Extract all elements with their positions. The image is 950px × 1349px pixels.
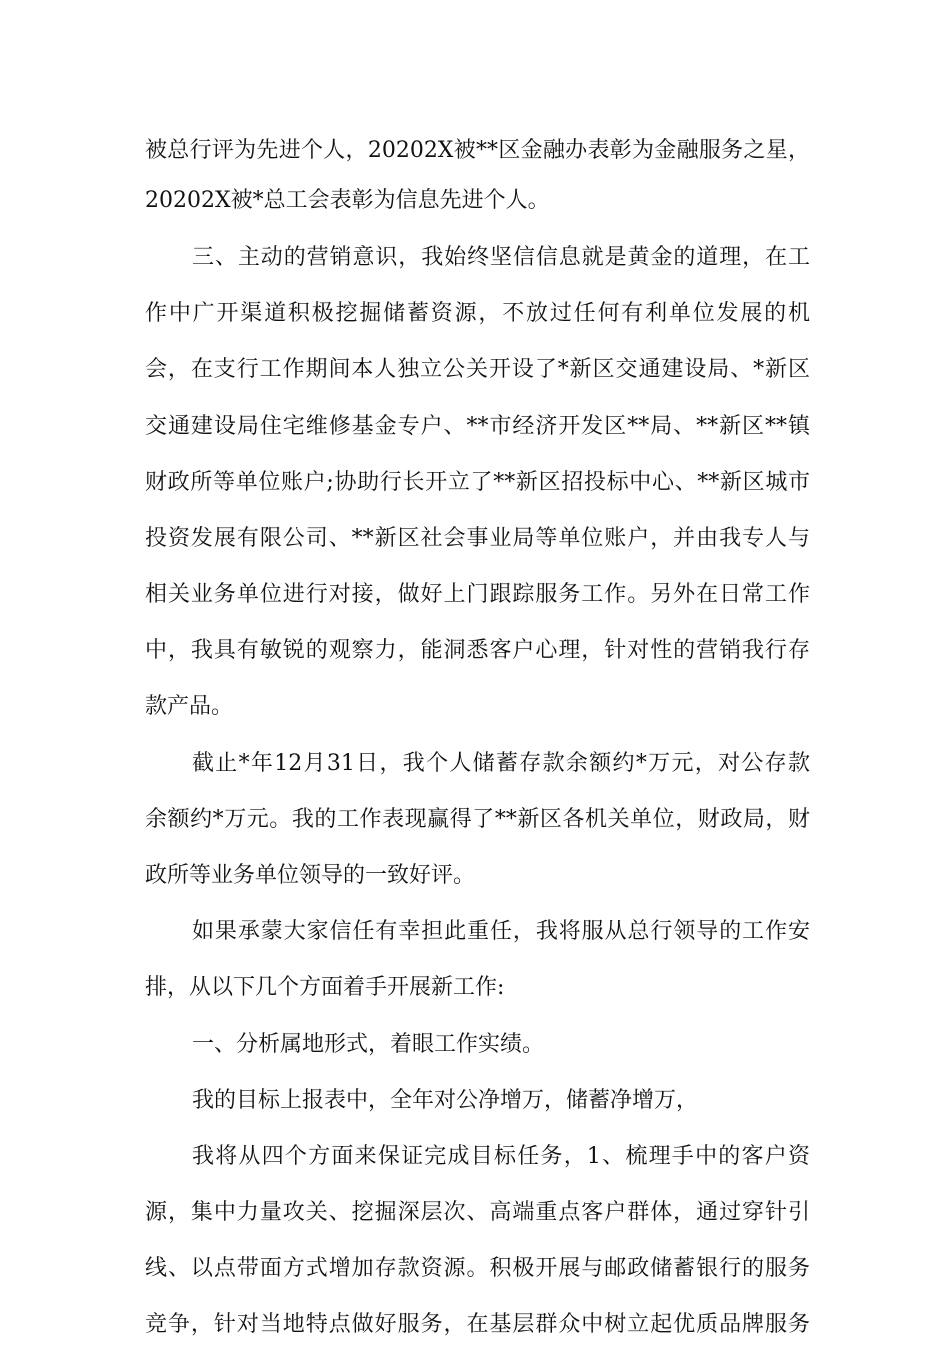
text-line: 余额约*万元。我的工作表现赢得了**新区各机关单位，财政局，财 [145,807,810,832]
text-line: 作中广开渠道积极挖掘储蓄资源，不放过任何有利单位发展的机 [145,301,810,326]
text-line: 线、以点带面方式增加存款资源。积极开展与邮政储蓄银行的服务 [145,1256,810,1281]
text-line: 政所等业务单位领导的一致好评。 [145,863,476,888]
text-line: 会，在支行工作期间本人独立公关开设了*新区交通建设局、*新区 [145,357,810,382]
text-line: 20202X被*总工会表彰为信息先进个人。 [145,188,550,213]
paragraph-start-line: 截止*年12月31日，我个人储蓄存款余额约*万元，对公存款 [192,751,810,776]
paragraph-start-line: 三、主动的营销意识，我始终坚信信息就是黄金的道理，在工 [192,245,810,270]
text-line: 源，集中力量攻关、挖掘深层次、高端重点客户群体，通过穿针引 [145,1200,810,1225]
paragraph-start-line: 我将从四个方面来保证完成目标任务，1、梳理手中的客户资 [192,1144,810,1169]
text-line: 财政所等单位账户;协助行长开立了**新区招投标中心、**新区城市 [145,470,810,495]
section-heading: 一、分析属地形式，着眼工作实绩。 [192,1032,545,1057]
text-line: 排，从以下几个方面着手开展新工作: [145,975,505,1000]
text-line: 中，我具有敏锐的观察力，能洞悉客户心理，针对性的营销我行存 [145,638,810,663]
text-line: 竞争，针对当地特点做好服务，在基层群众中树立起优质品牌服务 [145,1312,810,1337]
paragraph-start-line: 我的目标上报表中，全年对公净增万，储蓄净增万， [192,1088,699,1113]
text-line: 款产品。 [145,694,234,719]
text-line: 相关业务单位进行对接，做好上门跟踪服务工作。另外在日常工作 [145,582,810,607]
text-line: 被总行评为先进个人，20202X被**区金融办表彰为金融服务之星， [145,138,810,163]
paragraph-start-line: 如果承蒙大家信任有幸担此重任，我将服从总行领导的工作安 [192,919,810,944]
text-line: 交通建设局住宅维修基金专户、**市经济开发区**局、**新区**镇 [145,414,810,439]
text-line: 投资发展有限公司、**新区社会事业局等单位账户，并由我专人与 [145,526,810,551]
